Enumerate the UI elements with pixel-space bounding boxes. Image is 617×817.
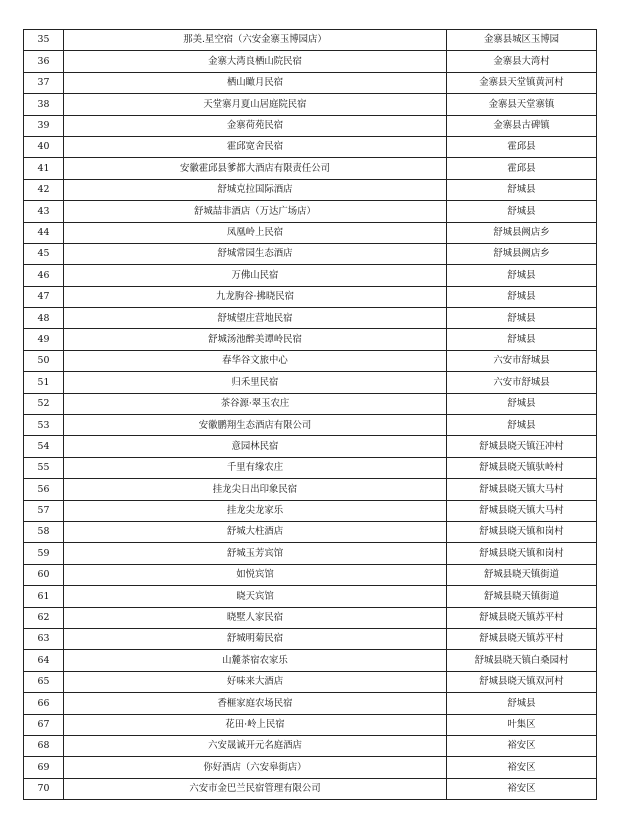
row-number-cell: 46: [24, 265, 64, 286]
row-number-cell: 42: [24, 179, 64, 200]
location-cell: 舒城县晓天镇街道: [447, 586, 597, 607]
table-row: [24, 586, 597, 607]
row-number-cell: 47: [24, 286, 64, 307]
table-row: [24, 222, 597, 243]
venue-name-cell: 晓天宾馆: [64, 586, 447, 607]
table-row: [24, 543, 597, 564]
venue-name-cell: 挂龙尖龙家乐: [64, 500, 447, 521]
table-row: [24, 372, 597, 393]
row-number-cell: 50: [24, 350, 64, 371]
row-number-cell: 63: [24, 628, 64, 649]
table-row: [24, 436, 597, 457]
row-number-cell: 60: [24, 564, 64, 585]
table-row: [24, 457, 597, 478]
table-row: [24, 350, 597, 371]
venue-name-cell: 那美.星空宿（六安金寨玉博园店）: [64, 30, 447, 51]
table-row: [24, 714, 597, 735]
location-cell: 金寨县天堂镇黄河村: [447, 72, 597, 93]
row-number-cell: 38: [24, 94, 64, 115]
table-row: [24, 94, 597, 115]
row-number-cell: 70: [24, 778, 64, 799]
venue-name-cell: 安徽霍邱县爹都大酒店有限责任公司: [64, 158, 447, 179]
venue-name-cell: 霍邱宽舍民宿: [64, 136, 447, 157]
venue-name-cell: 舒城玉芳宾馆: [64, 543, 447, 564]
venue-name-cell: 好味来大酒店: [64, 671, 447, 692]
venue-name-cell: 六安晟诚开元名庭酒店: [64, 735, 447, 756]
location-cell: 舒城县: [447, 308, 597, 329]
location-cell: 金寨县古碑镇: [447, 115, 597, 136]
row-number-cell: 44: [24, 222, 64, 243]
row-number-cell: 65: [24, 671, 64, 692]
table-row: [24, 136, 597, 157]
location-cell: 舒城县晓天镇苏平村: [447, 628, 597, 649]
venue-name-cell: 归禾里民宿: [64, 372, 447, 393]
location-cell: 叶集区: [447, 714, 597, 735]
table-row: [24, 243, 597, 264]
table-row: [24, 564, 597, 585]
venue-name-cell: 茶谷源·翠玉农庄: [64, 393, 447, 414]
row-number-cell: 54: [24, 436, 64, 457]
location-cell: 裕安区: [447, 735, 597, 756]
venue-name-cell: 你好酒店（六安皋街店）: [64, 757, 447, 778]
venue-name-cell: 舒城望庄营地民宿: [64, 308, 447, 329]
table-row: [24, 500, 597, 521]
table-row: [24, 650, 597, 671]
location-cell: 舒城县: [447, 329, 597, 350]
row-number-cell: 51: [24, 372, 64, 393]
venue-name-cell: 栖山瞰月民宿: [64, 72, 447, 93]
table-row: [24, 51, 597, 72]
location-cell: 舒城县晓天镇苏平村: [447, 607, 597, 628]
venue-name-cell: 舒城喆非酒店（万达广场店）: [64, 201, 447, 222]
location-cell: 霍邱县: [447, 136, 597, 157]
venue-name-cell: 舒城大柱酒店: [64, 521, 447, 542]
table-row: [24, 158, 597, 179]
location-cell: 舒城县晓天镇大马村: [447, 500, 597, 521]
location-cell: 金寨县天堂寨镇: [447, 94, 597, 115]
row-number-cell: 39: [24, 115, 64, 136]
table-row: [24, 329, 597, 350]
location-cell: 舒城县: [447, 286, 597, 307]
location-cell: 舒城县晓天镇驮岭村: [447, 457, 597, 478]
location-cell: 舒城县: [447, 179, 597, 200]
venue-name-cell: 千里有缘农庄: [64, 457, 447, 478]
location-cell: 舒城县阙店乡: [447, 243, 597, 264]
row-number-cell: 64: [24, 650, 64, 671]
venue-name-cell: 舒城汤池醉美谭岭民宿: [64, 329, 447, 350]
table-row: [24, 628, 597, 649]
location-cell: 舒城县: [447, 415, 597, 436]
location-cell: 舒城县晓天镇和岗村: [447, 543, 597, 564]
row-number-cell: 57: [24, 500, 64, 521]
table-body: [24, 30, 597, 800]
row-number-cell: 36: [24, 51, 64, 72]
venue-name-cell: 金寨荷苑民宿: [64, 115, 447, 136]
location-cell: 舒城县: [447, 393, 597, 414]
row-number-cell: 61: [24, 586, 64, 607]
location-cell: 裕安区: [447, 778, 597, 799]
row-number-cell: 55: [24, 457, 64, 478]
table-row: [24, 757, 597, 778]
venue-name-cell: 意园林民宿: [64, 436, 447, 457]
row-number-cell: 58: [24, 521, 64, 542]
table-row: [24, 415, 597, 436]
row-number-cell: 48: [24, 308, 64, 329]
venue-name-cell: 凤凰岭上民宿: [64, 222, 447, 243]
venue-name-cell: 舒城克拉国际酒店: [64, 179, 447, 200]
row-number-cell: 45: [24, 243, 64, 264]
table-row: [24, 265, 597, 286]
table-row: [24, 30, 597, 51]
row-number-cell: 66: [24, 693, 64, 714]
table-row: [24, 286, 597, 307]
table-row: [24, 607, 597, 628]
venue-name-cell: 如悦宾馆: [64, 564, 447, 585]
table-row: [24, 778, 597, 799]
venue-name-cell: 花田·岭上民宿: [64, 714, 447, 735]
table-row: [24, 393, 597, 414]
row-number-cell: 49: [24, 329, 64, 350]
location-cell: 舒城县: [447, 693, 597, 714]
table-row: [24, 115, 597, 136]
location-cell: 六安市舒城县: [447, 350, 597, 371]
venue-name-cell: 香榧家庭农场民宿: [64, 693, 447, 714]
table-row: [24, 72, 597, 93]
location-cell: 舒城县晓天镇双河村: [447, 671, 597, 692]
location-cell: 舒城县阙店乡: [447, 222, 597, 243]
venue-name-cell: 舒城明菊民宿: [64, 628, 447, 649]
table-row: [24, 201, 597, 222]
table-row: [24, 521, 597, 542]
table-row: [24, 735, 597, 756]
venue-name-cell: 九龙朐谷·拂晓民宿: [64, 286, 447, 307]
venue-name-cell: 天堂寨月夏山居庭院民宿: [64, 94, 447, 115]
venue-name-cell: 春华谷文旅中心: [64, 350, 447, 371]
table-row: [24, 693, 597, 714]
location-cell: 金寨县城区玉博园: [447, 30, 597, 51]
location-cell: 舒城县晓天镇大马村: [447, 479, 597, 500]
row-number-cell: 69: [24, 757, 64, 778]
venue-name-cell: 万佛山民宿: [64, 265, 447, 286]
location-cell: 舒城县晓天镇汪冲村: [447, 436, 597, 457]
location-cell: 舒城县晓天镇和岗村: [447, 521, 597, 542]
row-number-cell: 35: [24, 30, 64, 51]
table-row: [24, 479, 597, 500]
row-number-cell: 43: [24, 201, 64, 222]
row-number-cell: 52: [24, 393, 64, 414]
location-cell: 舒城县: [447, 201, 597, 222]
venue-name-cell: 六安市金巴兰民宿管理有限公司: [64, 778, 447, 799]
row-number-cell: 68: [24, 735, 64, 756]
location-cell: 金寨县大湾村: [447, 51, 597, 72]
row-number-cell: 56: [24, 479, 64, 500]
row-number-cell: 40: [24, 136, 64, 157]
row-number-cell: 53: [24, 415, 64, 436]
location-cell: 霍邱县: [447, 158, 597, 179]
venue-name-cell: 挂龙尖日出印象民宿: [64, 479, 447, 500]
table-row: [24, 308, 597, 329]
row-number-cell: 59: [24, 543, 64, 564]
venue-name-cell: 晓墅人家民宿: [64, 607, 447, 628]
accommodation-table: [23, 29, 597, 800]
venue-name-cell: 舒城常园生态酒店: [64, 243, 447, 264]
row-number-cell: 41: [24, 158, 64, 179]
table-row: [24, 179, 597, 200]
location-cell: 舒城县晓天镇街道: [447, 564, 597, 585]
location-cell: 裕安区: [447, 757, 597, 778]
row-number-cell: 67: [24, 714, 64, 735]
venue-name-cell: 山麓茶宿农家乐: [64, 650, 447, 671]
venue-name-cell: 金寨大湾良栖山院民宿: [64, 51, 447, 72]
location-cell: 六安市舒城县: [447, 372, 597, 393]
row-number-cell: 62: [24, 607, 64, 628]
location-cell: 舒城县晓天镇白桑园村: [447, 650, 597, 671]
location-cell: 舒城县: [447, 265, 597, 286]
table-row: [24, 671, 597, 692]
row-number-cell: 37: [24, 72, 64, 93]
venue-name-cell: 安徽鹏翔生态酒店有限公司: [64, 415, 447, 436]
